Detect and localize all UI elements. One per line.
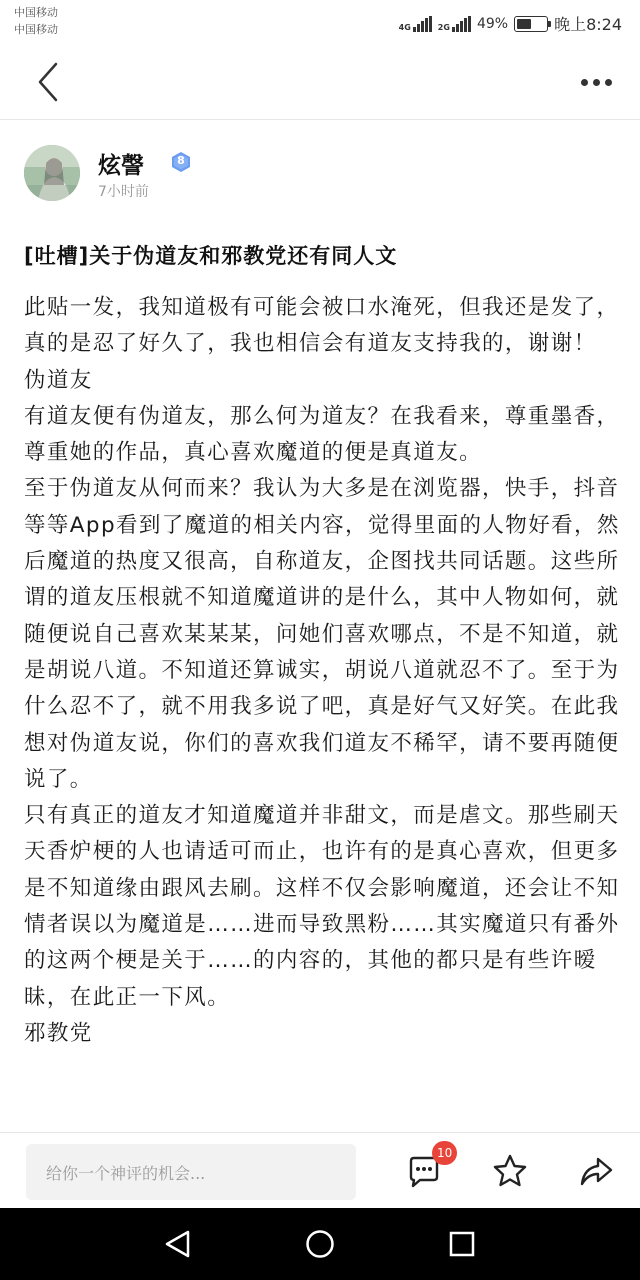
comment-count-badge: 10 xyxy=(432,1141,457,1165)
post-body xyxy=(24,290,624,1132)
battery-fill xyxy=(517,19,531,29)
nav-recent-icon xyxy=(444,1226,480,1262)
top-nav xyxy=(0,44,640,120)
comment-bar xyxy=(0,1132,640,1208)
chevron-left-icon xyxy=(28,58,72,106)
back-button[interactable] xyxy=(28,58,72,106)
carrier-1: 中国移动 xyxy=(14,6,58,19)
status-bar xyxy=(0,0,640,44)
post-paragraph: 至于伪道友从何而来？我认为大多是在浏览器，快手，抖音等等App看到了魔道的相关内容，觉得里面的人物好看，然后魔道的热度又很高，自称道友，企图找共同话题。这些所谓的道友压根就不知道魔道讲的是什么，其中人物如何，就随便说自己喜欢某某某，问她们喜欢哪点，不是不知道，就是胡说八道。不知道还算诚实，胡说八道就忍不了。至于为什么忍不了，就不用我多说了吧，真是好气又好笑。在此我想对伪道友说，你们的喜欢我们道友不稀罕，请不要再随便说了。 xyxy=(24,476,620,792)
network-type-2: 2G xyxy=(437,22,450,32)
post-title: [吐槽]关于伪道友和邪教党还有同人文 xyxy=(24,244,398,268)
post-time: 7小时前 xyxy=(98,184,149,200)
author-name[interactable]: 炫謦 xyxy=(98,153,144,179)
system-nav-bar xyxy=(0,1208,640,1280)
post-paragraph: 此贴一发，我知道极有可能会被口水淹死，但我还是发了，真的是忍了好久了，我也相信会有道友支持我的，谢谢！ xyxy=(24,295,620,357)
more-dot xyxy=(605,79,612,86)
system-back-button[interactable] xyxy=(160,1226,196,1262)
signal-bars-icon xyxy=(452,16,471,32)
status-indicators xyxy=(399,12,622,35)
comment-input[interactable]: 给你一个神评的机会... xyxy=(26,1144,356,1200)
battery-icon xyxy=(514,16,548,32)
level-number: 8 xyxy=(177,154,185,167)
share-icon xyxy=(576,1151,616,1191)
level-badge xyxy=(170,151,192,173)
share-button[interactable] xyxy=(576,1151,616,1191)
system-home-button[interactable] xyxy=(302,1226,338,1262)
system-recent-button[interactable] xyxy=(444,1226,480,1262)
signal-bars-icon xyxy=(413,16,432,32)
signal-2 xyxy=(438,16,471,32)
post-paragraph: 只有真正的道友才知道魔道并非甜文，而是虐文。那些刷天天香炉梗的人也请适可而止，也许有的是真心喜欢，但更多是不知道缘由跟风去刷。这样不仅会影响魔道，还会让不知情者误以为魔道是……进而导致黑粉……其实魔道只有番外的这两个梗是关于……的内容的，其他的都只是有些许暧昧，在此正一下风。 xyxy=(24,803,620,1010)
carrier-2: 中国移动 xyxy=(14,23,58,36)
post-paragraph: 伪道友 xyxy=(24,367,93,393)
nav-home-icon xyxy=(302,1226,338,1262)
post-paragraph: 有道友便有伪道友，那么何为道友？在我看来，尊重墨香，尊重她的作品，真心喜欢魔道的便是真道友。 xyxy=(24,403,620,466)
more-button[interactable] xyxy=(574,64,618,100)
post-paragraph: 邪教党 xyxy=(24,1020,93,1046)
clock: 晚上8:24 xyxy=(554,15,622,34)
battery-percent: 49% xyxy=(476,15,509,32)
avatar[interactable] xyxy=(24,145,80,201)
more-dot xyxy=(581,79,588,86)
carrier-info xyxy=(14,4,58,38)
favorite-button[interactable] xyxy=(490,1151,530,1191)
author-info xyxy=(24,145,424,207)
network-type-1: 4G xyxy=(398,22,411,32)
star-icon xyxy=(490,1151,530,1191)
nav-back-icon xyxy=(160,1226,196,1262)
avatar-image-icon xyxy=(24,145,80,201)
more-dot xyxy=(593,79,600,86)
signal-1 xyxy=(399,16,432,32)
